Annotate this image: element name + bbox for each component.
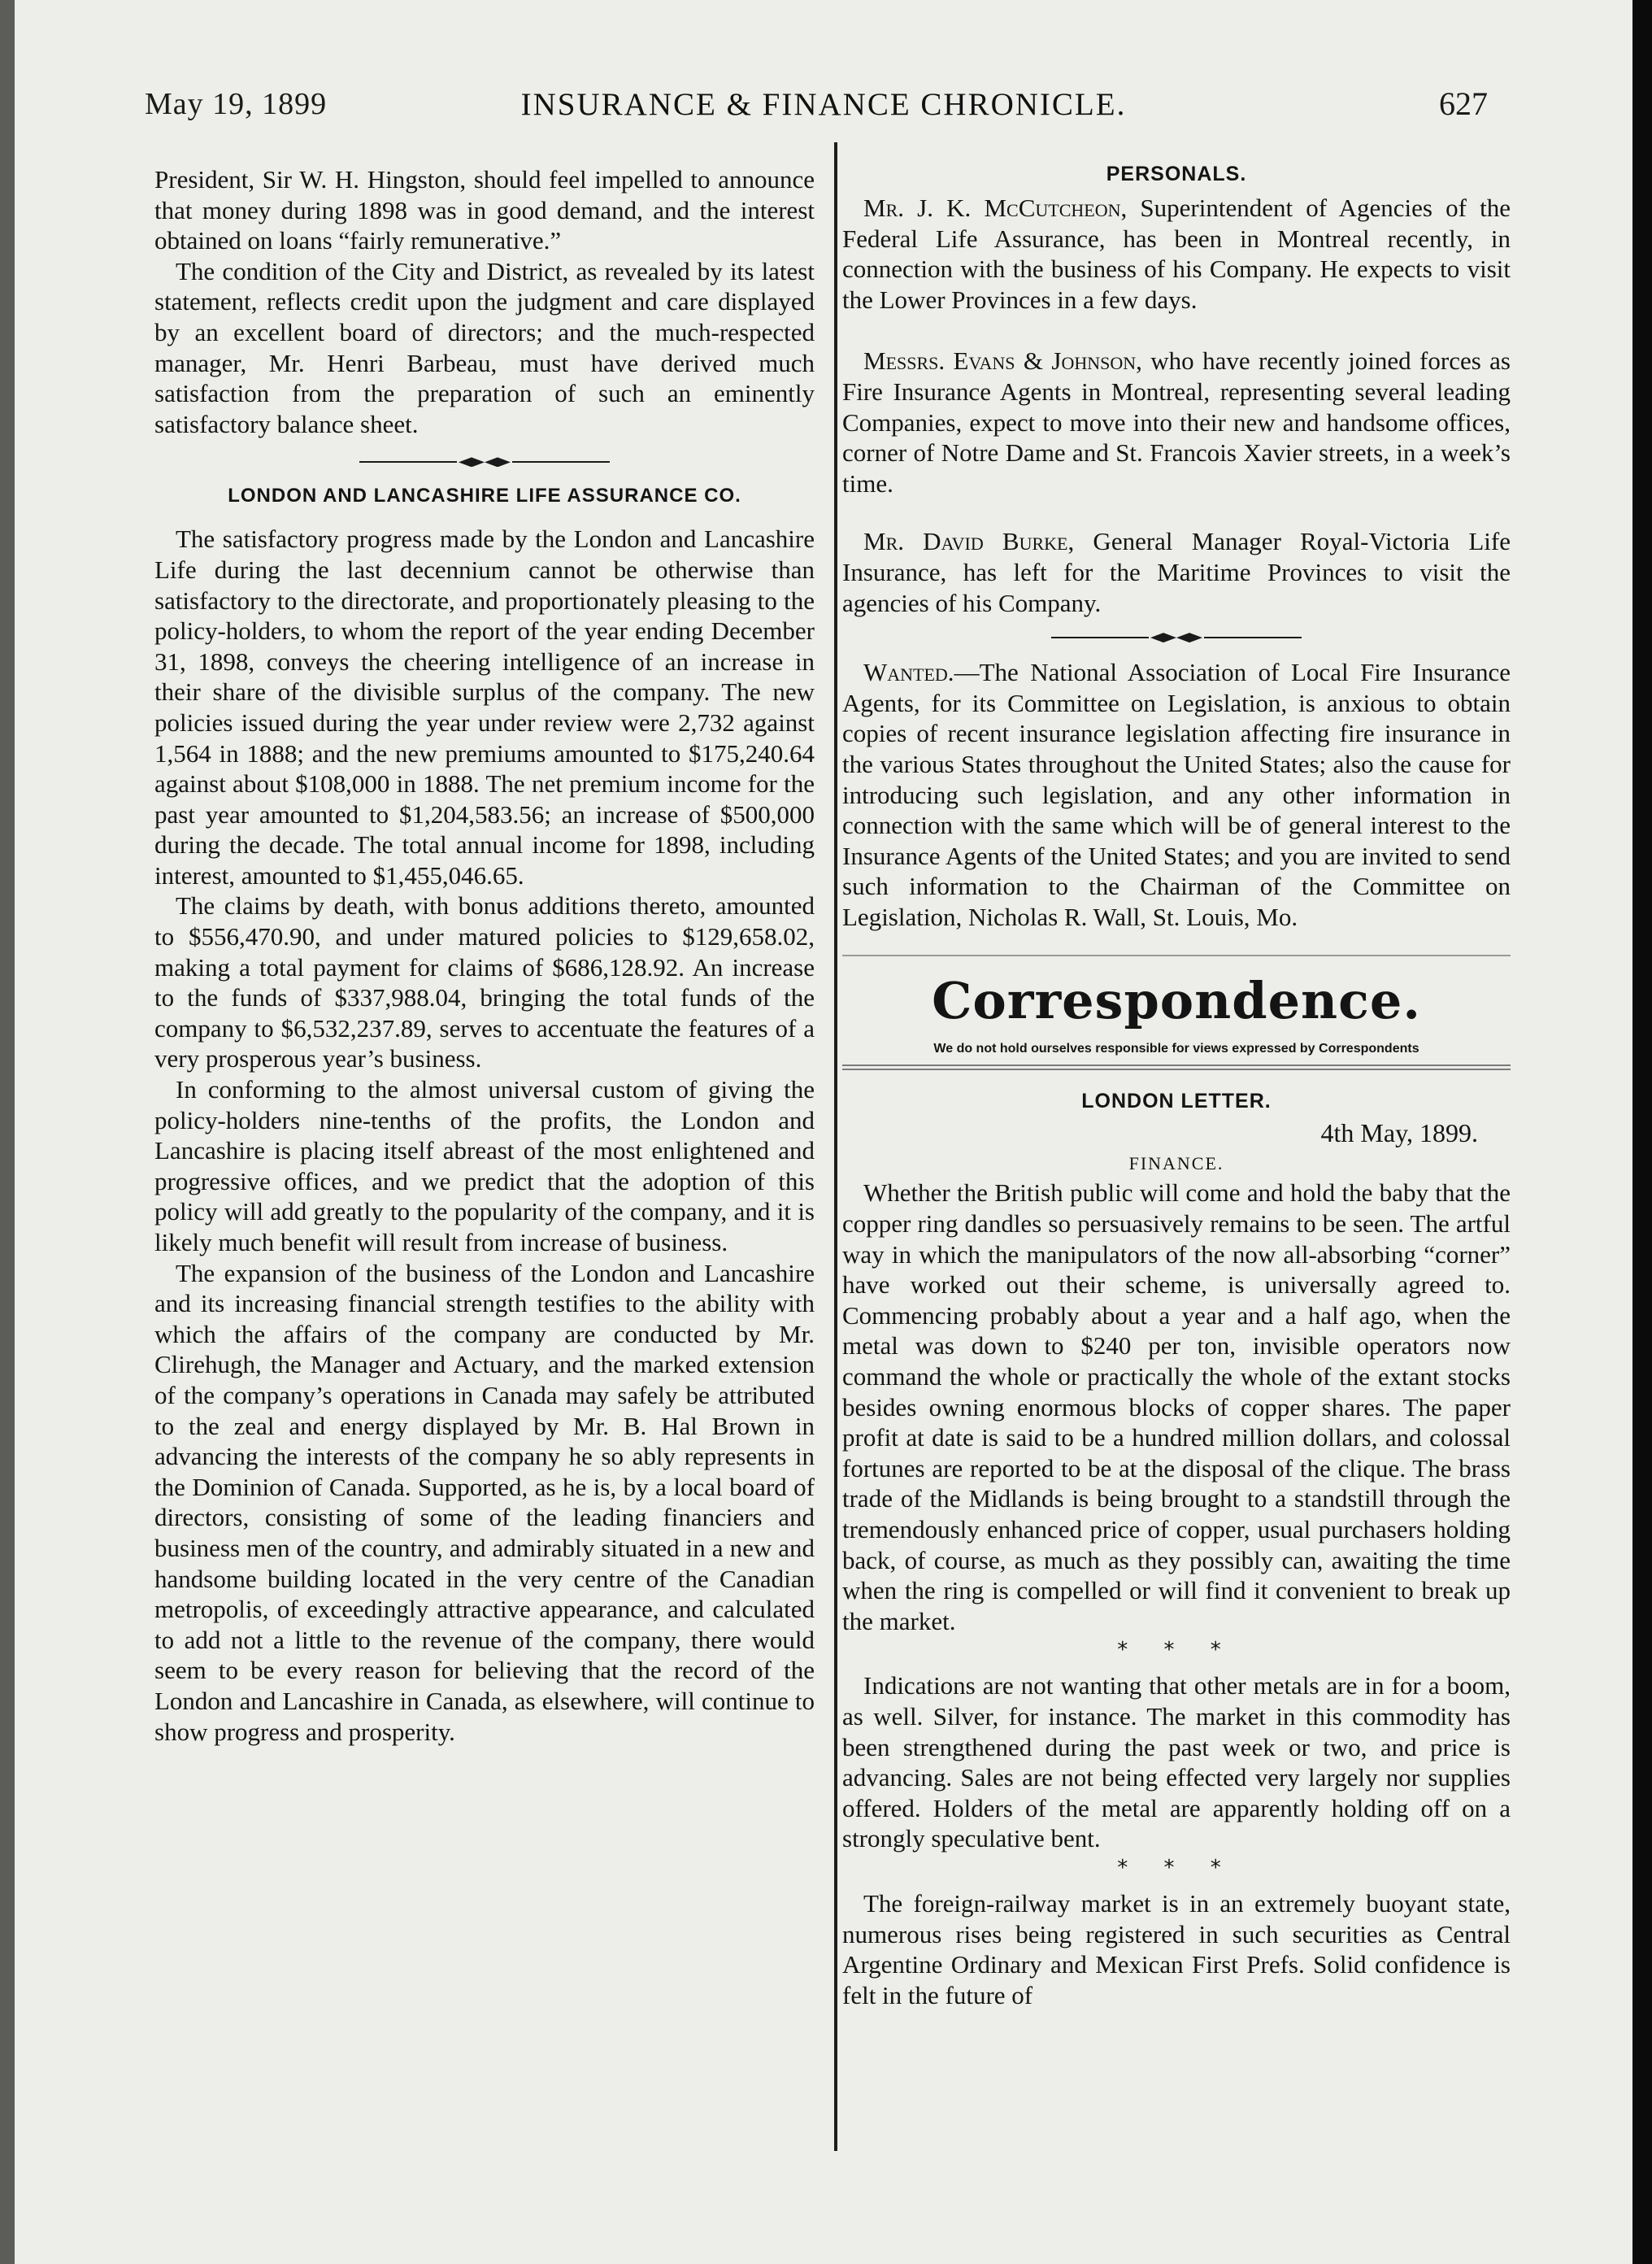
- ornament-divider: [154, 446, 815, 478]
- double-rule: [842, 1065, 1511, 1070]
- column-rule: [834, 142, 837, 2151]
- paragraph: The claims by death, with bonus additions thereto, amounted to $556,470.90, and under matured policies to $129,658.02, making a total payment for claims of $686,128.92. An increase to the funds of $337,988.04, bringing the total funds of the company to $6,532,237.89, serves to accentuate the features of a very prosperous year’s business.: [154, 891, 815, 1073]
- article-heading: LONDON AND LANCASHIRE LIFE ASSURANCE CO.: [228, 485, 741, 507]
- left-column: [154, 164, 815, 1747]
- paragraph: Whether the British public will come and hold the baby that the copper ring dandles so persuasively remains to be seen. The artful way in which the manipulators of the now all-absorbing “corner” have worked out their scheme, is universally agreed to. Commencing probably about a year and a half ago, when the metal was down to $240 per ton, invisible operators now command the whole or practically the whole of the extant stocks besides owning enormous blocks of copper shares. The paper profit at date is said to be a hundred million dollars, and colossal fortunes are reported to be at the disposal of the clique. The brass trade of the Midlands is being brought to a standstill through the tremendously enhanced price of copper, usual purchasers holding back, of course, as much as they possibly can, awaiting the time when the ring is compelled or will find it convenient to break up the market.: [842, 1178, 1511, 1635]
- section-rule: [842, 955, 1511, 956]
- personal-name: Messrs. Evans & Johnson,: [863, 346, 1142, 376]
- wanted-label: Wanted.: [863, 658, 954, 687]
- disclaimer: We do not hold ourselves responsible for views expressed by Correspondents: [933, 1042, 1419, 1056]
- letter-date: 4th May, 1899.: [1320, 1118, 1478, 1148]
- paragraph: In conforming to the almost universal custom of giving the policy-holders nine-tenths of the profits, the London and Lancashire is placing itself abreast of the most enlightened and progressive offices, and we predict that the adoption of this policy will add greatly to the popularity of the company, and it is likely much benefit will result from increase of business.: [154, 1075, 815, 1256]
- paragraph: President, Sir W. H. Hingston, should feel impelled to announce that money during 1898 was in good demand, and the interest obtained on loans “fairly remunerative.”: [154, 165, 815, 255]
- page-number: 627: [1439, 85, 1488, 122]
- paragraph: The expansion of the business of the London and Lancashire and its increasing financial strength testifies to the ability with which the affairs of the company are conducted by Mr. Clirehugh, the Manager and Actuary, and the marked extension of the company’s operations in Canada may safely be attributed to the zeal and energy displayed by Mr. B. Hal Brown in advancing the interests of the company he so ably represents in the Dominion of Canada. Supported, as he is, by a local board of directors, consisting of some of the leading financiers and business men of the country, and admirably situated in a new and handsome building located in the very centre of the Canadian metropolis, of exceedingly attractive appearance, and calculated to add not a little to the revenue of the company, there would seem to be every reason for believing that the record of the London and Lancashire in Canada, as elsewhere, will continue to show progress and prosperity.: [154, 1258, 815, 1746]
- personal-text: who have recently joined forces as Fire Insurance Agents in Montreal, representing several leading Companies, expect to move into their new and handsome offices, corner of Notre Dame and St. Francois Xavier streets, in a week’s time.: [842, 346, 1511, 498]
- paragraph: The foreign-railway market is in an extremely buoyant state, numerous rises being registered in such securities as Central Argentine Ordinary and Mexican First Prefs. Solid confidence is felt in the future of: [842, 1888, 1511, 2009]
- personal-item: [842, 346, 1511, 499]
- paragraph: The condition of the City and District, as revealed by its latest statement, reflects credit upon the judgment and care displayed by an excellent board of directors; and the much-respected manager, Mr. Henri Barbeau, must have derived much satisfaction from the preparation of such an eminently satisfactory balance sheet.: [154, 256, 815, 438]
- letter-heading: LONDON LETTER.: [1081, 1090, 1272, 1113]
- paragraph: Indications are not wanting that other metals are in for a boom, as well. Silver, for instance. The market in this commodity has been strengthened during the past week or two, and price is advancing. Sales are not being effected very largely nor supplies offered. Holders of the metal are apparently holding off on a strongly speculative bent.: [842, 1671, 1511, 1853]
- running-header: [15, 80, 1632, 137]
- personal-text: Superintendent of Agencies of the Federal Life Assurance, has been in Montreal recently, in connection with the business of his Company. He expects to visit the Lower Provinces in a few days.: [842, 194, 1511, 314]
- wanted-text: —The National Association of Local Fire Insurance Agents, for its Committee on Legislation, is anxious to obtain copies of recent insurance legislation affecting fire insurance in the various States throughout the United States; also the cause for introducing such legislation, and any other information in connection with the same which will be of general interest to the Insurance Agents of the United States; and you are invited to send such information to the Chairman of the Committee on Legislation, Nicholas R. Wall, St. Louis, Mo.: [842, 658, 1511, 931]
- personal-item: [842, 193, 1511, 315]
- wanted-notice: [842, 657, 1511, 932]
- personals-heading: PERSONALS.: [1106, 163, 1247, 185]
- finance-subheading: FINANCE.: [1128, 1153, 1224, 1174]
- paragraph: The satisfactory progress made by the London and Lancashire Life during the last decennium cannot be otherwise than satisfactory to the directorate, and proportionately pleasing to the policy-holders, to whom the report of the year ending December 31, 1898, conveys the cheering intelligence of an increase in their share of the divisible surplus of the company. The new policies issued during the year under review were 2,732 against 1,564 in 1888; and the new premiums amounted to $175,240.64 against about $108,000 in 1888. The net premium income for the past year amounted to $1,204,583.56; an increase of $500,000 during the decade. The total annual income for 1898, including interest, amounted to $1,455,046.65.: [154, 525, 815, 890]
- newspaper-page: [15, 0, 1632, 2264]
- personal-item: [842, 526, 1511, 618]
- section-stars: * * *: [1117, 1855, 1236, 1880]
- right-column: [842, 163, 1511, 2010]
- header-date: May 19, 1899: [145, 87, 328, 121]
- section-stars: * * *: [1117, 1638, 1236, 1663]
- personal-name: Mr. David Burke,: [863, 527, 1075, 556]
- ornament-divider: [842, 621, 1511, 654]
- correspondence-heading: Correspondence.: [932, 971, 1421, 1031]
- personal-name: Mr. J. K. McCutcheon,: [863, 194, 1128, 222]
- personal-text: General Manager Royal-Victoria Life Insurance, has left for the Maritime Provinces to visit the agencies of his Company.: [842, 527, 1511, 617]
- page-edge: [0, 0, 15, 2264]
- publication-title: INSURANCE & FINANCE CHRONICLE.: [520, 87, 1127, 122]
